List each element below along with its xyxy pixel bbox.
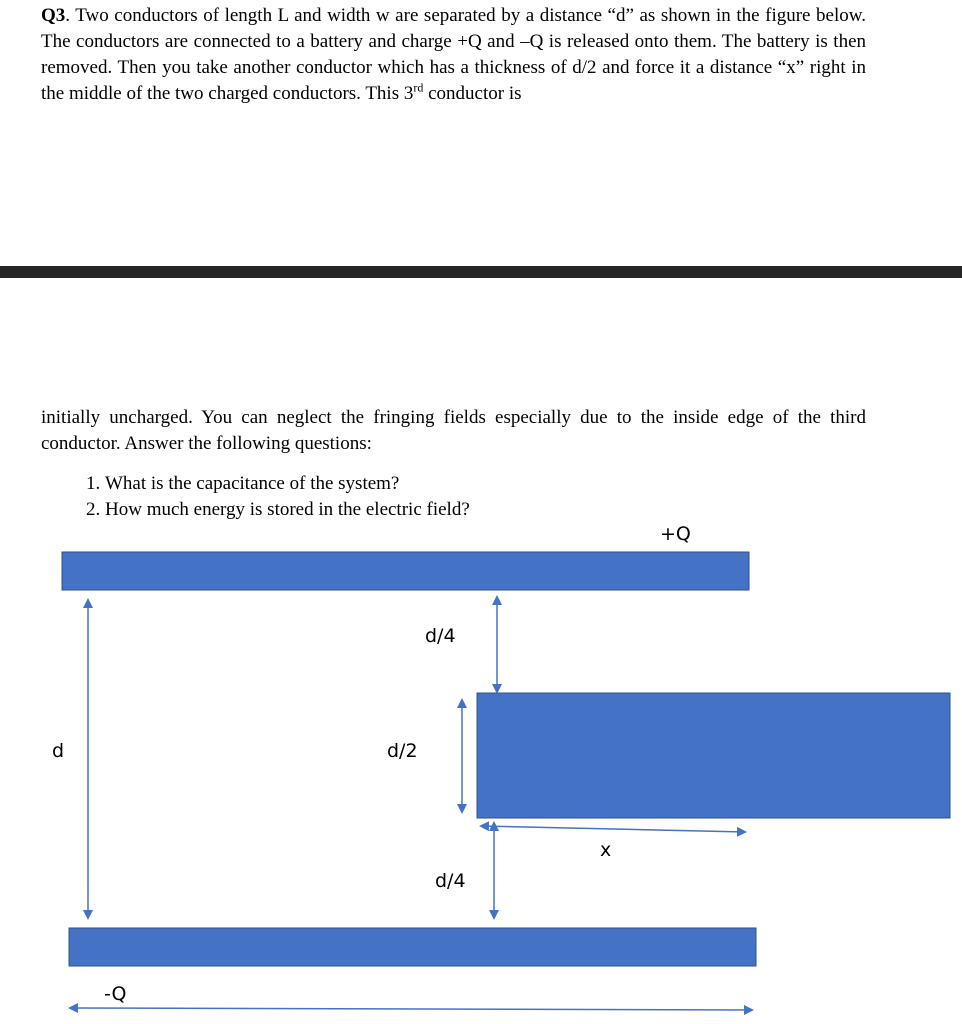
bottom-charge-label: -Q bbox=[104, 983, 127, 1005]
bottom-plate bbox=[69, 928, 756, 966]
question-item-2: 2. How much energy is stored in the electric field? bbox=[105, 497, 905, 523]
top-charge-label: +Q bbox=[660, 523, 691, 545]
problem-text-part1: . Two conductors of length L and width w are separated by a distance “d” as shown in the figure below. The conductors are connected to a battery and charge +Q and –Q is released onto them. The battery is then removed. Then you take another conductor which has a thickness of d/2 and force it a distance “x” right in the middle of the two charged conductors. This 3 bbox=[41, 5, 866, 104]
middle-conductor bbox=[477, 693, 950, 818]
question-item-1: 1. What is the capacitance of the system? bbox=[105, 471, 905, 497]
ordinal-superscript: rd bbox=[413, 80, 424, 95]
top-gap-label: d/4 bbox=[425, 625, 456, 647]
separation-label: d bbox=[52, 740, 65, 762]
top-plate bbox=[62, 552, 749, 590]
problem-paragraph-2: initially uncharged. You can neglect the fringing fields especially due to the inside edge of the third conductor. Answer the following questions: bbox=[41, 407, 866, 454]
bottom-gap-label: d/4 bbox=[435, 870, 466, 892]
question-number: Q3 bbox=[41, 5, 66, 26]
thickness-label: d/2 bbox=[387, 740, 418, 762]
length-arrow bbox=[70, 1008, 752, 1010]
insertion-label: x bbox=[600, 839, 612, 861]
problem-text-part1-end: conductor is bbox=[423, 83, 522, 104]
insertion-arrow bbox=[481, 826, 745, 832]
